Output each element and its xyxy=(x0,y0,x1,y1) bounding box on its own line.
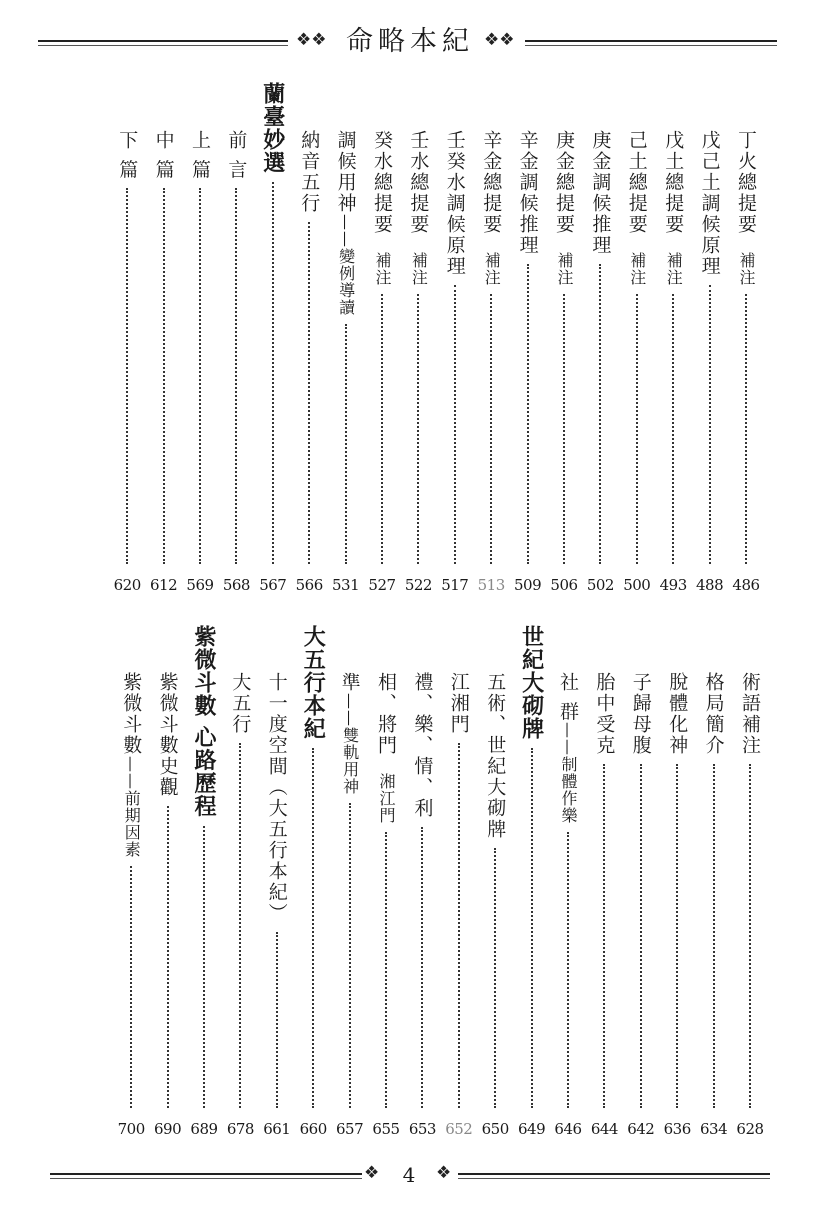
dot-leader xyxy=(421,827,423,1108)
toc-page-number: 612 xyxy=(150,576,178,594)
toc-entry-title: 調候用神——變例導讀 xyxy=(334,130,357,316)
dot-leader xyxy=(349,803,351,1108)
toc-page-number: 493 xyxy=(659,576,687,594)
toc-entry-note: 補注 xyxy=(737,235,756,286)
toc-page-number: 652 xyxy=(445,1120,473,1138)
toc-section-heading: 世紀大砌牌 xyxy=(518,625,545,740)
dot-leader xyxy=(235,188,237,564)
toc-entry-title: 紫微斗數史觀 xyxy=(156,672,179,798)
page-footer xyxy=(0,1155,817,1195)
toc-page-number: 636 xyxy=(663,1120,691,1138)
toc-page-number: 506 xyxy=(550,576,578,594)
toc-page-number: 522 xyxy=(404,576,432,594)
dot-leader xyxy=(167,806,169,1108)
toc-entry-title: 庚金調候推理 xyxy=(589,130,612,256)
dot-leader xyxy=(599,264,601,564)
toc-page-number: 661 xyxy=(263,1120,291,1138)
page-number: 4 xyxy=(402,1163,416,1187)
toc-page-number: 660 xyxy=(299,1120,327,1138)
toc-page-number: 628 xyxy=(736,1120,764,1138)
toc-page-number: 650 xyxy=(481,1120,509,1138)
toc-entry-note: ——制體作樂 xyxy=(559,722,578,825)
toc-entry-title: 戊己土調候原理 xyxy=(698,130,721,277)
dot-leader xyxy=(563,294,565,564)
toc-entry-title: 己土總提要 補注 xyxy=(625,130,648,286)
toc-entry-title: 中 篇 xyxy=(152,130,175,181)
toc-page-number: 644 xyxy=(590,1120,618,1138)
toc-entry-title: 脫體化神 xyxy=(666,672,689,756)
ornament-icon: ❖ xyxy=(436,1163,452,1183)
toc-entry-title: 子歸母腹 xyxy=(629,672,652,756)
dot-leader xyxy=(276,932,278,1108)
toc-page-number: 502 xyxy=(586,576,614,594)
dot-leader xyxy=(676,764,678,1108)
footer-rule-right-thin xyxy=(458,1178,770,1179)
toc-entry-title: 癸水總提要 補注 xyxy=(371,130,393,286)
toc-page-number: 486 xyxy=(732,576,760,594)
dot-leader xyxy=(385,832,387,1108)
dot-leader xyxy=(636,294,638,564)
toc-entry-note: 補注 xyxy=(664,235,684,286)
toc-entry-note: 補注 xyxy=(555,235,574,286)
toc-entry-title: 壬癸水調候原理 xyxy=(443,130,466,277)
toc-entry-title: 辛金調候推理 xyxy=(516,130,539,256)
toc-page-number: 646 xyxy=(554,1120,582,1138)
running-title: 命略本紀 xyxy=(346,26,474,57)
dot-leader xyxy=(749,764,751,1108)
dot-leader xyxy=(640,764,642,1108)
toc-entry-title: 準——雙軌用神 xyxy=(338,672,361,795)
toc-page-number: 513 xyxy=(477,576,505,594)
toc-page-number: 488 xyxy=(696,576,724,594)
dot-leader xyxy=(458,743,460,1108)
dot-leader xyxy=(272,182,274,564)
header-rule-right-thin xyxy=(525,45,777,46)
toc-page-number: 657 xyxy=(336,1120,364,1138)
toc-page-number: 642 xyxy=(627,1120,655,1138)
toc-entry-title: 胎中受克 xyxy=(593,672,616,756)
toc-entry-title: 丁火總提要 補注 xyxy=(735,130,757,286)
dot-leader xyxy=(713,764,715,1108)
toc-entry-title: 辛金總提要 補注 xyxy=(480,130,503,286)
toc-entry-note: ——變例導讀 xyxy=(336,214,356,316)
toc-entry-title: 禮、樂、情、利 xyxy=(411,672,434,819)
toc-entry-note: 湘江門 xyxy=(377,756,396,824)
toc-entry-title: 庚金總提要 補注 xyxy=(553,130,575,286)
toc-page-number: 678 xyxy=(226,1120,254,1138)
toc-page-number: 634 xyxy=(700,1120,728,1138)
dot-leader xyxy=(709,285,711,564)
dot-leader xyxy=(130,866,132,1108)
toc-entry-title: 江湘門 xyxy=(447,672,470,735)
dot-leader xyxy=(312,748,314,1108)
toc-entry-title: 紫微斗數——前期因素 xyxy=(120,672,143,858)
toc-page-number: 653 xyxy=(408,1120,436,1138)
toc-entry-title: 前 言 xyxy=(225,130,248,181)
dot-leader xyxy=(345,324,347,564)
toc-entry-title: 相、將門 湘江門 xyxy=(375,672,397,824)
footer-rule-left xyxy=(50,1173,362,1175)
toc-page-number: 531 xyxy=(332,576,360,594)
toc-entry-title: 納音五行 xyxy=(298,130,321,214)
toc-entry-title: 大五行 xyxy=(229,672,252,735)
toc-entry-note: 補注 xyxy=(373,235,392,286)
toc-entry-title: 上 篇 xyxy=(189,130,211,181)
toc-page-number: 567 xyxy=(259,576,287,594)
toc-section-heading: 蘭臺妙選 xyxy=(259,82,286,174)
dot-leader xyxy=(239,743,241,1108)
toc-entry-note: 補注 xyxy=(482,235,502,286)
toc-entry-title: 社 群——制體作樂 xyxy=(557,672,579,825)
toc-page-number: 620 xyxy=(113,576,141,594)
footer-rule-left-thin xyxy=(50,1178,362,1179)
toc-page-number: 690 xyxy=(154,1120,182,1138)
toc-section-heading: 紫微斗數 心路歷程 xyxy=(191,625,217,818)
header-rule-left xyxy=(38,40,288,42)
dot-leader xyxy=(603,764,605,1108)
toc-entry-title: 壬水總提要 補注 xyxy=(407,130,430,286)
footer-rule-right xyxy=(458,1173,770,1175)
toc-entry-title: 術語補注 xyxy=(739,672,761,756)
dot-leader xyxy=(567,832,569,1108)
toc-section-heading: 大五行本紀 xyxy=(300,625,327,740)
dot-leader xyxy=(672,294,674,564)
toc-page-number: 655 xyxy=(372,1120,400,1138)
toc-page-number: 509 xyxy=(514,576,542,594)
toc-entry-title: 下 篇 xyxy=(116,130,139,181)
page-header xyxy=(0,18,817,68)
toc-entry-title: 五術、世紀大砌牌 xyxy=(484,672,507,840)
toc-entry-note: 補注 xyxy=(409,235,429,286)
toc-page-number: 517 xyxy=(441,576,469,594)
toc-entry-title: 十一度空間（大五行本紀） xyxy=(265,672,288,924)
toc-entry-title: 格局簡介 xyxy=(702,672,725,756)
toc-page-number: 566 xyxy=(295,576,323,594)
toc-entry-title: 戊土總提要 補注 xyxy=(662,130,685,286)
toc-page-number: 568 xyxy=(222,576,250,594)
ornament-icon: ❖❖ xyxy=(296,30,327,50)
dot-leader xyxy=(454,285,456,564)
dot-leader xyxy=(494,848,496,1108)
dot-leader xyxy=(381,294,383,564)
ornament-icon: ❖ xyxy=(364,1163,380,1183)
toc-page-number: 500 xyxy=(623,576,651,594)
header-rule-left-thin xyxy=(38,45,288,46)
dot-leader xyxy=(531,748,533,1108)
header-rule-right xyxy=(525,40,777,42)
toc-page-number: 689 xyxy=(190,1120,218,1138)
dot-leader xyxy=(126,188,128,564)
dot-leader xyxy=(490,294,492,564)
ornament-icon: ❖❖ xyxy=(484,30,515,50)
toc-page-number: 569 xyxy=(186,576,214,594)
dot-leader xyxy=(745,294,747,564)
dot-leader xyxy=(308,222,310,564)
toc-entry-note: 補注 xyxy=(627,235,647,286)
toc-entry-note: ——前期因素 xyxy=(122,756,142,858)
dot-leader xyxy=(203,826,205,1108)
dot-leader xyxy=(527,264,529,564)
dot-leader xyxy=(417,294,419,564)
dot-leader xyxy=(163,188,165,564)
toc-page-number: 700 xyxy=(117,1120,145,1138)
toc-page-number: 649 xyxy=(518,1120,546,1138)
toc-page-number: 527 xyxy=(368,576,396,594)
dot-leader xyxy=(199,188,201,564)
toc-entry-note: ——雙軌用神 xyxy=(340,693,360,795)
